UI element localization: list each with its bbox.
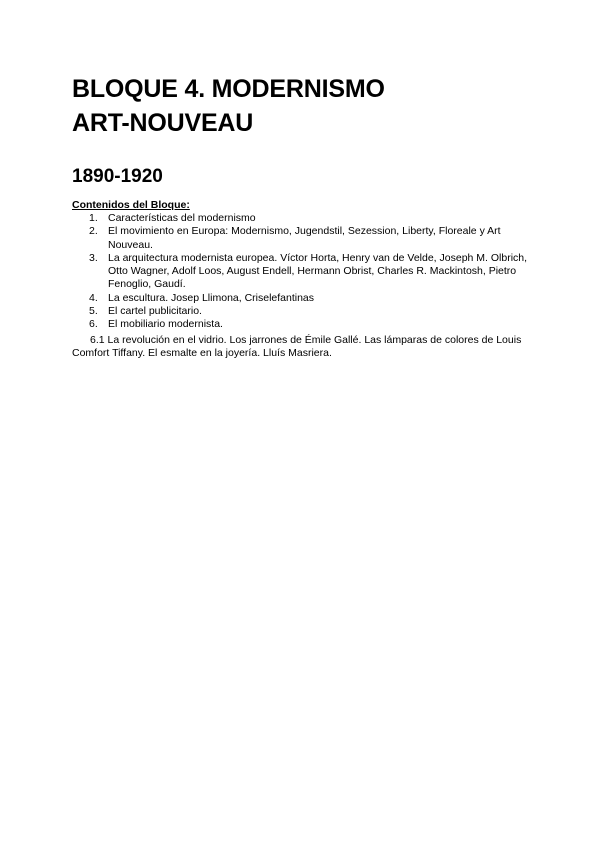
list-item-text: El mobiliario modernista. (108, 318, 223, 331)
list-item (72, 318, 532, 331)
list-item-number: 3. (89, 251, 98, 264)
list-item-text: Características del modernismo (108, 212, 256, 224)
list-item-text: El cartel publicitario. (108, 305, 202, 318)
document-title (72, 72, 385, 140)
contents-list (72, 212, 532, 332)
list-item-number: 4. (89, 291, 98, 304)
list-item (72, 212, 532, 225)
date-range-heading: 1890-1920 (72, 166, 163, 187)
contents-heading: Contenidos del Bloque: (72, 199, 190, 211)
list-item (72, 305, 532, 318)
sub-item-6-1: 6.1 La revolución en el vidrio. Los jarrones de Émile Gallé. Las lámparas de colores de Louis Comfort Tiffany. El esmalte en la joyería. Lluís Masriera. (72, 334, 522, 360)
list-item (72, 252, 532, 292)
title-line-1: BLOQUE 4. MODERNISMO (72, 75, 385, 103)
list-item (72, 225, 532, 252)
list-item (72, 292, 532, 305)
list-item-text: La escultura. Josep Llimona, Criselefantinas (108, 291, 315, 304)
title-line-2: ART-NOUVEAU (72, 109, 254, 137)
list-item-text: La arquitectura modernista europea. Víctor Horta, Henry van de Velde, Joseph M. Olbrich, Otto Wagner, Adolf Loos, August Endell, Hermann Obrist, Charles R. Mackintosh, Pietro Fenoglio, Gaudí. (108, 251, 528, 291)
list-item-text: El movimiento en Europa: Modernismo, Jugendstil, Sezession, Liberty, Floreale y Art Nouveau. (108, 225, 501, 251)
list-item-number: 6. (89, 318, 98, 331)
list-item-number: 2. (89, 225, 98, 238)
list-item-number: 1. (89, 212, 98, 224)
list-item-number: 5. (89, 305, 98, 318)
